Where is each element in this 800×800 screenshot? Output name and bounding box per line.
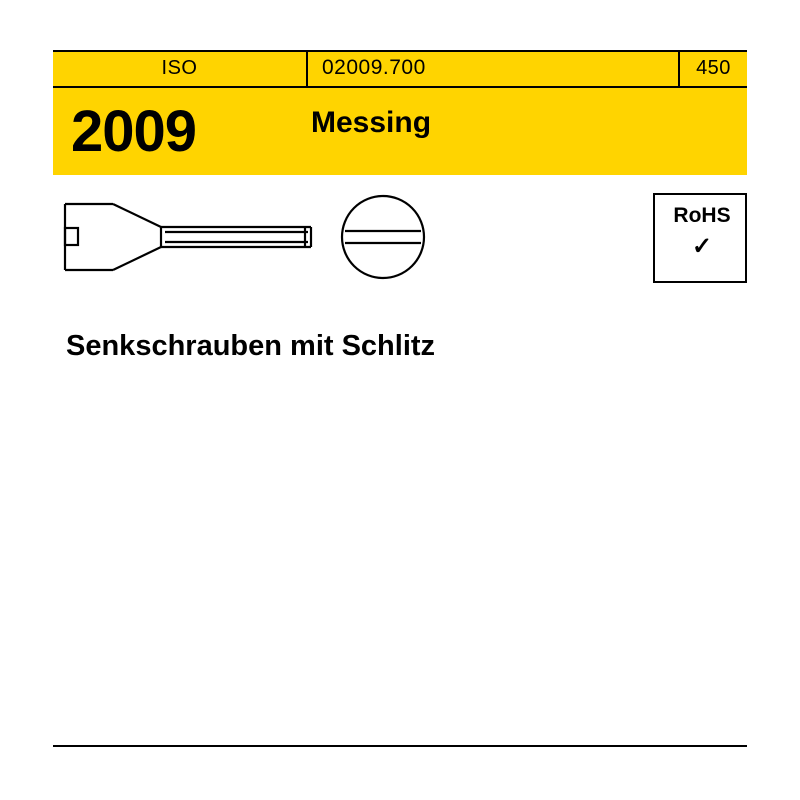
standard-number: 2009 [71, 99, 197, 164]
material-label: Messing [311, 106, 432, 139]
check-icon: ✓ [691, 233, 713, 260]
countersunk-slotted-screw-side-view [65, 204, 311, 270]
countersunk-slotted-screw-head-top-view [342, 196, 424, 278]
header-band [53, 50, 747, 175]
standard-label: ISO [161, 56, 198, 79]
technical-drawing [53, 185, 747, 305]
rohs-label: RoHS [673, 204, 731, 227]
footer-rule [53, 745, 747, 747]
quantity-label: 450 [696, 56, 731, 79]
article-code: 02009.700 [322, 56, 426, 79]
rohs-badge [653, 193, 747, 283]
screw-drawing-svg [53, 185, 747, 305]
product-title: Senkschrauben mit Schlitz [66, 330, 436, 362]
